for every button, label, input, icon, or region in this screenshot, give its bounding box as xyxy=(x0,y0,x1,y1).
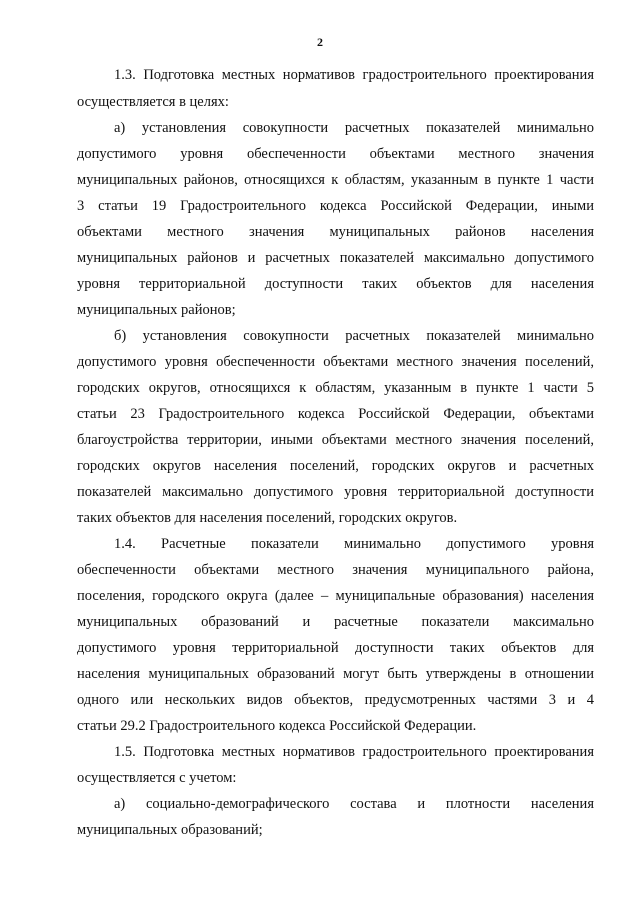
text-line: поселения, городского округа (далее – муниципальные образования) населения xyxy=(77,588,594,604)
text-line: 3 статьи 19 Градостроительного кодекса Российской Федерации, иными xyxy=(77,198,594,214)
text-line: городских округов, относящихся к областям, указанным в пункте 1 части 5 xyxy=(77,380,594,396)
text-line: статьи 23 Градостроительного кодекса Российской Федерации, объектами xyxy=(77,406,594,422)
text-line: уровня территориальной доступности таких объектов для населения xyxy=(77,276,594,292)
text-line: 1.3. Подготовка местных нормативов градостроительного проектирования xyxy=(114,67,594,83)
text-line: а) установления совокупности расчетных показателей минимально xyxy=(114,120,594,136)
text-line: населения муниципальных образований могут быть утверждены в отношении xyxy=(77,666,594,682)
text-line: городских округов населения поселений, городских округов и расчетных xyxy=(77,458,594,474)
text-line: одного или нескольких видов объектов, предусмотренных частями 3 и 4 xyxy=(77,692,594,708)
text-line: муниципальных районов и расчетных показателей максимально допустимого xyxy=(77,250,594,266)
text-line: б) установления совокупности расчетных показателей минимально xyxy=(114,328,594,344)
text-line: муниципальных районов, относящихся к областям, указанным в пункте 1 части xyxy=(77,172,594,188)
text-line: а) социально-демографического состава и плотности населения xyxy=(114,796,594,812)
page-number: 2 xyxy=(317,35,323,49)
text-line: обеспеченности объектами местного значения муниципального района, xyxy=(77,562,594,578)
text-line: допустимого уровня обеспеченности объектами местного значения xyxy=(77,146,594,162)
text-line: показателей максимально допустимого уровня территориальной доступности xyxy=(77,484,594,500)
text-line: муниципальных районов; xyxy=(77,302,236,318)
text-line: 1.5. Подготовка местных нормативов градостроительного проектирования xyxy=(114,744,594,760)
text-line: муниципальных образований и расчетные показатели максимально xyxy=(77,614,594,630)
text-line: допустимого уровня обеспеченности объектами местного значения поселений, xyxy=(77,354,594,370)
text-line: муниципальных образований; xyxy=(77,822,263,838)
text-line: осуществляется с учетом: xyxy=(77,770,237,786)
text-line: таких объектов для населения поселений, городских округов. xyxy=(77,510,458,526)
text-line: статьи 29.2 Градостроительного кодекса Российской Федерации. xyxy=(77,718,477,734)
text-line: осуществляется в целях: xyxy=(77,94,229,110)
text-line: 1.4. Расчетные показатели минимально допустимого уровня xyxy=(114,536,594,552)
text-line: допустимого уровня территориальной доступности таких объектов для xyxy=(77,640,594,656)
text-line: объектами местного значения муниципальных районов населения xyxy=(77,224,594,240)
text-line: благоустройства территории, иными объектами местного значения поселений, xyxy=(77,432,594,448)
